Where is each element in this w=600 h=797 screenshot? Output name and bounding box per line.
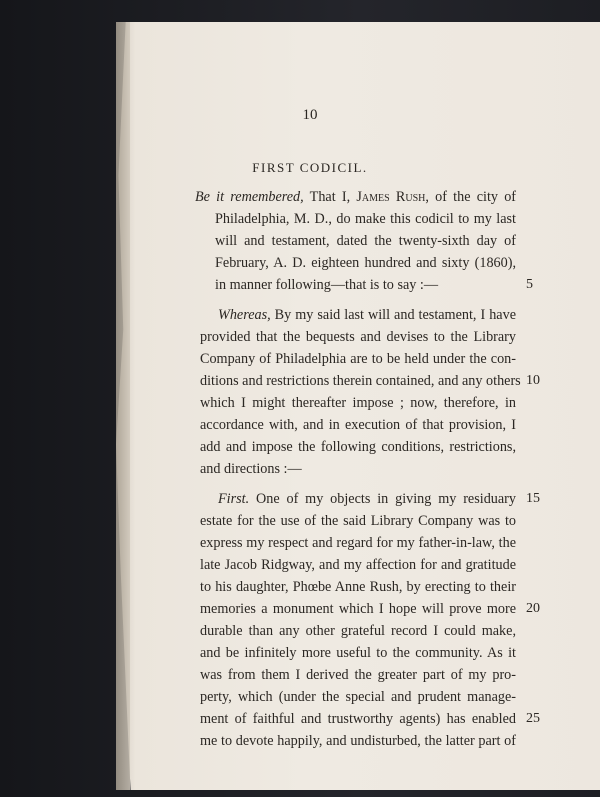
text-line: February, A. D. eighteen hundred and sixty (1860), xyxy=(215,255,516,271)
line-number-5: 5 xyxy=(526,277,533,292)
line-number-10: 10 xyxy=(526,373,540,388)
text-line: Philadelphia, M. D., do make this codicil to my last xyxy=(215,211,516,227)
text-line: perty, which (under the special and prudent manage- xyxy=(200,689,516,705)
text-line: late Jacob Ridgway, and my affection for and gratitude xyxy=(200,557,516,573)
text-line: estate for the use of the said Library Company was to xyxy=(200,513,516,529)
text-line: in manner following—that is to say :— xyxy=(215,277,439,293)
text-line: memories a monument which I hope will prove more xyxy=(200,601,516,617)
text-line: will and testament, dated the twenty-sixth day of xyxy=(215,233,516,249)
text-line: accordance with, and in execution of that provision, I xyxy=(200,417,516,433)
section-heading: FIRST CODICIL. xyxy=(252,160,368,175)
page-gutter xyxy=(116,22,130,790)
text-line: ment of faithful and trustworthy agents) has enabled xyxy=(200,711,516,727)
text-line: and be infinitely more useful to the community. As it xyxy=(200,645,516,661)
line-number-25: 25 xyxy=(526,711,540,726)
text-line: which I might thereafter impose ; now, therefore, in xyxy=(200,395,516,411)
line-number-20: 20 xyxy=(526,601,540,616)
text-line: to his daughter, Phœbe Anne Rush, by erecting to their xyxy=(200,579,516,595)
text-line: express my respect and regard for my father-in-law, the xyxy=(200,535,516,551)
text-line: durable than any other grateful record I could make, xyxy=(200,623,516,639)
text-line: provided that the bequests and devises to the Library xyxy=(200,329,516,345)
line-number-15: 15 xyxy=(526,491,540,506)
text-line: Whereas, By my said last will and testament, I have xyxy=(218,307,516,323)
text-line: add and impose the following conditions, restrictions, xyxy=(200,439,516,455)
text-line: me to devote happily, and undisturbed, the latter part of xyxy=(200,733,516,749)
text-line: Be it remembered, That I, James Rush, of the city of xyxy=(195,189,517,205)
text-line: ditions and restrictions therein contained, and any others xyxy=(200,373,521,389)
text-line: Company of Philadelphia are to be held under the con- xyxy=(200,351,516,367)
page-number: 10 xyxy=(302,107,318,123)
text-line: and directions :— xyxy=(200,461,302,477)
text-line: First. One of my objects in giving my residuary xyxy=(218,491,516,507)
text-line: was from them I derived the greater part of my pro- xyxy=(200,667,516,683)
